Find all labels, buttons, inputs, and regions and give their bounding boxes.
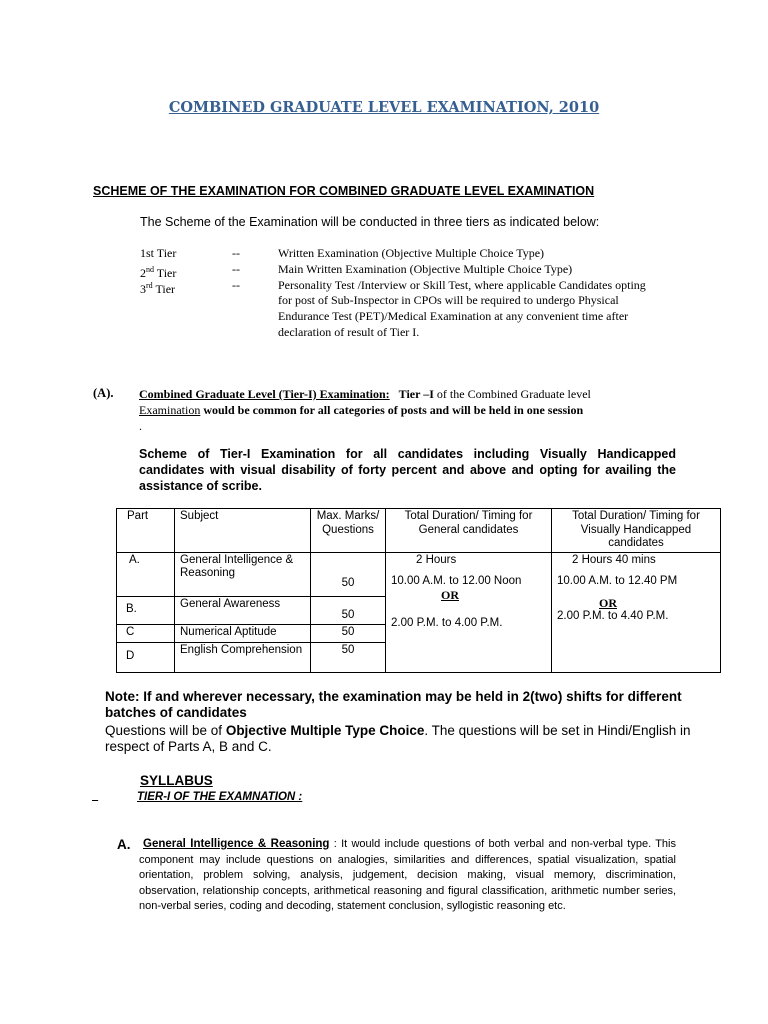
tier-number: 2 [140,265,146,280]
general-slot-1: 10.00 A.M. to 12.00 Noon [391,575,522,587]
questions-text [105,723,705,755]
row-part: A. [117,552,175,596]
tier-description: Written Examination (Objective Multiple Choice Type) [278,246,545,260]
tier-label: Tier [154,246,177,260]
row-part: D [117,642,175,672]
section-a-text-part: Examination [139,403,201,417]
section-a-label: (A). [93,386,114,400]
scheme-paragraph: Scheme of Tier-I Examination for all candidates including Visually Handicapped candidates with visual disability of forty percent and above and opting for availing the assistance of scribe. [139,447,676,493]
syllabus-subheading: TIER-I OF THE EXAMNATION : [137,791,303,803]
header-vh-timing: Total Duration/ Timing for Visually Handicapped candidates [552,509,721,553]
questions-text-part: . The questions will be set in Hindi/English in respect of Parts A, B and C. [105,723,691,754]
row-subject: General Awareness [175,596,311,624]
syllabus-section-a-text [139,837,676,915]
header-part: Part [117,509,175,553]
row-subject: English Comprehension [175,642,311,672]
row-marks: 50 [311,596,386,624]
syllabus-section-a-heading: General Intelligence & Reasoning [143,838,330,850]
tier-item-3 [140,278,648,341]
vh-timing-cell [552,552,721,672]
section-a-text-part: would be common for all categories of posts and will be held in one session [200,403,584,417]
vh-slot-1: 10.00 A.M. to 12.40 PM [557,575,678,587]
general-or: OR [441,587,459,602]
header-general-timing: Total Duration/ Timing for General candidates [386,509,552,553]
section-a-text [139,386,679,434]
tier-one-label: Tier –I [398,387,434,401]
questions-text-part: Questions will be of [105,723,226,738]
row-subject: General Intelligence & Reasoning [175,552,311,596]
tier-description: Main Written Examination (Objective Multiple Choice Type) [278,261,573,276]
section-a-text-part: of the Combined Graduate level [433,387,591,401]
section-a-text-part: . [139,419,142,433]
tier-description: Personality Test /Interview or Skill Test, where applicable Candidates opting for post of Sub-Inspector in CPOs will be required to undergo Physical Endurance Test (PET)/Medical Examination at any convenient time after declaration of result of Tier I. [278,277,646,339]
note-text: Note: If and wherever necessary, the examination may be held in 2(two) shifts for different batches of candidates [105,689,682,720]
table-row [117,552,721,596]
tier-dash: -- [232,277,240,292]
syllabus-section-a-label: A. [117,837,131,852]
tier-label: Tier [154,265,177,280]
intro-text: The Scheme of the Examination will be conducted in three tiers as indicated below: [140,215,600,229]
vh-duration: 2 Hours 40 mins [572,553,656,566]
tier-one-schedule-table [116,508,721,673]
header-marks: Max. Marks/ Questions [311,509,386,553]
tier-number: 1st [140,246,155,260]
general-slot-2: 2.00 P.M. to 4.00 P.M. [391,617,503,629]
tier-suffix: rd [146,280,153,290]
tier-list [140,246,648,341]
document-title: COMBINED GRADUATE LEVEL EXAMINATION, 2010 [168,99,600,116]
tier-dash: -- [232,246,240,260]
underline-mark [92,790,98,802]
tier-item-2 [140,262,648,278]
section-a-heading: Combined Graduate Level (Tier-I) Examination: [139,387,390,401]
row-marks: 50 [311,624,386,642]
tier-suffix: nd [146,264,154,274]
syllabus-heading: SYLLABUS [140,773,213,788]
header-subject: Subject [175,509,311,553]
row-part: B. [117,596,175,624]
row-part: C [117,624,175,642]
tier-item-1 [140,246,648,262]
tier-number: 3 [140,281,146,296]
row-marks: 50 [311,642,386,672]
row-subject: Numerical Aptitude [175,624,311,642]
row-marks: 50 [311,552,386,596]
general-duration: 2 Hours [416,553,457,566]
scheme-heading: SCHEME OF THE EXAMINATION FOR COMBINED GRADUATE LEVEL EXAMINATION [93,184,595,198]
vh-or: OR [599,595,617,610]
tier-label: Tier [152,281,176,296]
table-header-row [117,509,721,553]
vh-slot-2: 2.00 P.M. to 4.40 P.M. [557,610,669,622]
general-timing-cell [386,552,552,672]
syllabus-section-a-body: : It would include questions of both verbal and non-verbal type. This component may include questions on analogies, similarities and differences, spatial visualization, spatial orientation, problem solving, analysis, judgement, decision making, visual memory, discrimination, observation, relationship concepts, arithmetical reasoning and figural classification, arithmetic number series, non-verbal series, coding and decoding, statement conclusion, syllogistic reasoning etc. [139,838,676,913]
tier-dash: -- [232,261,240,276]
questions-type: Objective Multiple Type Choice [225,723,425,738]
